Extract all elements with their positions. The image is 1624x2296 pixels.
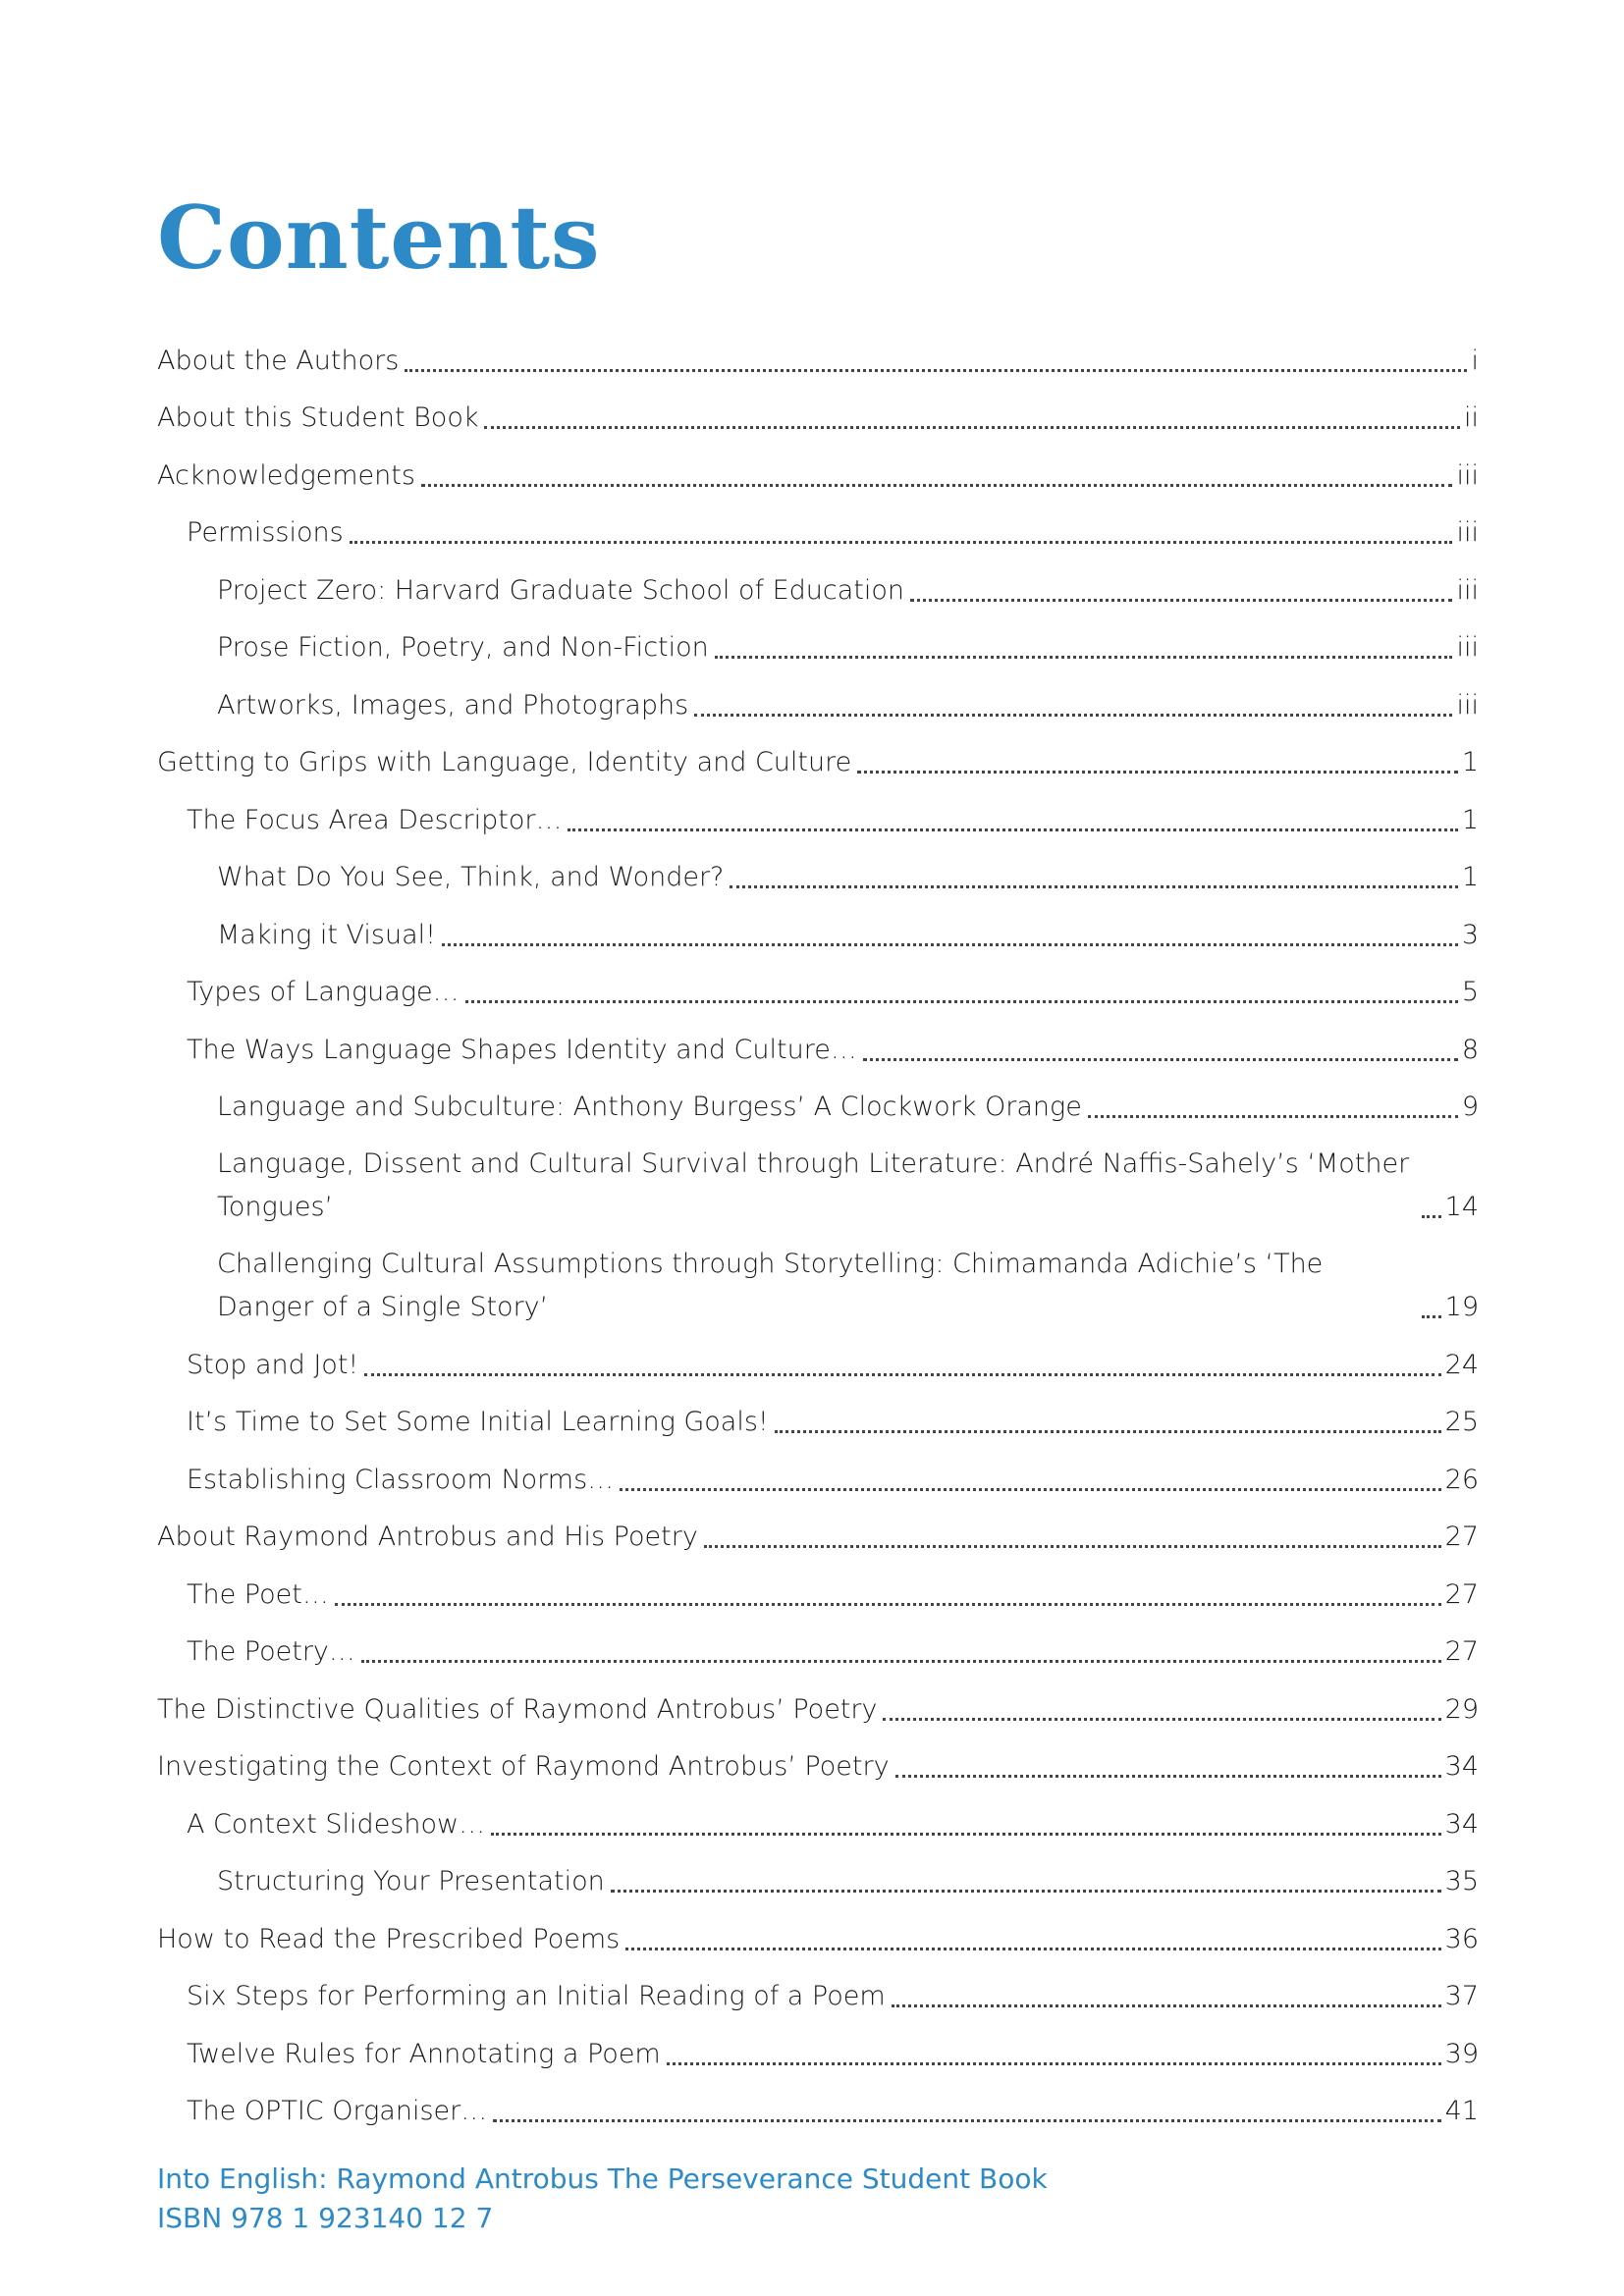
- toc-entry-page: iii: [1456, 632, 1479, 663]
- toc-entry[interactable]: [157, 1617, 1479, 1675]
- dot-leader: [895, 1775, 1441, 1778]
- toc-entry-page: 27: [1444, 1636, 1479, 1667]
- toc-entry-page: iii: [1456, 574, 1479, 606]
- toc-entry[interactable]: [157, 784, 1479, 842]
- toc-entry-title: Twelve Rules for Annotating a Poem: [187, 2038, 661, 2069]
- toc-entry-page: iii: [1456, 459, 1479, 491]
- toc-entry-title: Language and Subculture: Anthony Burgess’ A Clockwork Orange: [217, 1092, 1082, 1122]
- toc-entry-title: Getting to Grips with Language, Identity and Culture: [157, 747, 852, 777]
- toc-entry[interactable]: [157, 1329, 1479, 1387]
- dot-leader: [1422, 1215, 1441, 1218]
- toc-entry-page: 27: [1444, 1522, 1479, 1552]
- toc-entry-title: Investigating the Context of Raymond Antrobus’ Poetry: [157, 1751, 890, 1782]
- toc-entry[interactable]: [157, 2018, 1479, 2076]
- toc-entry[interactable]: [157, 1229, 1479, 1329]
- toc-entry-title: Permissions: [187, 517, 344, 548]
- toc-entry[interactable]: [157, 727, 1479, 785]
- toc-entry-title: Acknowledgements: [157, 459, 415, 491]
- toc-entry[interactable]: [157, 957, 1479, 1015]
- toc-entry[interactable]: [157, 1846, 1479, 1904]
- toc-entry[interactable]: [157, 1903, 1479, 1961]
- toc-entry-page: 1: [1461, 747, 1479, 777]
- toc-entry[interactable]: [157, 555, 1479, 613]
- toc-entry-page: 41: [1444, 2096, 1479, 2126]
- toc-entry-title: Six Steps for Performing an Initial Reading of a Poem: [187, 1981, 886, 2011]
- toc-entry-title: How to Read the Prescribed Poems: [157, 1923, 621, 1954]
- toc-entry-title: The Poet…: [187, 1578, 329, 1610]
- dot-leader: [667, 2062, 1441, 2065]
- toc-entry-title: What Do You See, Think, and Wonder?: [217, 862, 725, 892]
- dot-leader: [568, 828, 1457, 831]
- page-footer: [157, 2160, 1048, 2238]
- toc-entry-title: About this Student Book: [157, 402, 479, 433]
- toc-entry[interactable]: [157, 1732, 1479, 1789]
- table-of-contents: [157, 325, 1479, 2133]
- toc-entry-title: Challenging Cultural Assumptions through Storytelling: Chimamanda Adichie’s ‘The Danger of a Single Story’: [217, 1249, 1324, 1322]
- dot-leader: [730, 885, 1457, 888]
- dot-leader: [611, 1890, 1441, 1893]
- page-title: Contents: [157, 187, 601, 289]
- toc-entry-title: Making it Visual!: [217, 919, 436, 950]
- toc-entry-page: 34: [1444, 1751, 1479, 1782]
- toc-entry[interactable]: [157, 1014, 1479, 1072]
- toc-entry-page: 1: [1461, 804, 1479, 835]
- toc-entry-page: 29: [1444, 1693, 1479, 1725]
- toc-entry[interactable]: [157, 1674, 1479, 1732]
- toc-entry[interactable]: [157, 1559, 1479, 1617]
- dot-leader: [892, 2004, 1441, 2007]
- toc-entry-page: 1: [1461, 862, 1479, 892]
- toc-entry-page: 3: [1461, 919, 1479, 950]
- toc-entry-title: Prose Fiction, Poetry, and Non-Fiction: [217, 632, 709, 663]
- toc-entry-page: 9: [1461, 1092, 1479, 1122]
- toc-entry-title: The Poetry…: [187, 1636, 355, 1667]
- toc-entry[interactable]: [157, 1072, 1479, 1130]
- toc-entry-title: Artworks, Images, and Photographs: [217, 689, 689, 721]
- toc-entry-page: iii: [1456, 689, 1479, 721]
- toc-entry-title: A Context Slideshow…: [187, 1808, 486, 1840]
- dot-leader: [361, 1660, 1441, 1663]
- footer-isbn: ISBN 978 1 923140 12 7: [157, 2202, 494, 2234]
- toc-entry[interactable]: [157, 1789, 1479, 1846]
- footer-book-title: Into English: Raymond Antrobus The Perseverance Student Book: [157, 2163, 1048, 2195]
- toc-entry-page: 24: [1444, 1349, 1479, 1380]
- dot-leader: [620, 1488, 1440, 1491]
- toc-entry-page: 39: [1444, 2038, 1479, 2069]
- dot-leader: [715, 656, 1453, 659]
- dot-leader: [484, 426, 1460, 429]
- toc-entry[interactable]: [157, 325, 1479, 383]
- toc-entry-page: iii: [1456, 517, 1479, 548]
- toc-entry-page: 34: [1444, 1808, 1479, 1840]
- toc-entry[interactable]: [157, 1387, 1479, 1445]
- toc-entry-title: Language, Dissent and Cultural Survival through Literature: André Naffis-Sahely’s ‘Mother Tongues’: [217, 1148, 1410, 1222]
- dot-leader: [421, 484, 1453, 487]
- toc-entry[interactable]: [157, 899, 1479, 957]
- dot-leader: [694, 714, 1452, 717]
- toc-entry-page: 14: [1444, 1192, 1479, 1222]
- dot-leader: [910, 599, 1453, 602]
- toc-entry-title: About Raymond Antrobus and His Poetry: [157, 1522, 698, 1552]
- toc-entry-title: The Ways Language Shapes Identity and Culture…: [187, 1034, 857, 1065]
- toc-entry-page: i: [1471, 345, 1479, 376]
- toc-entry[interactable]: [157, 669, 1479, 727]
- toc-entry-page: 27: [1444, 1578, 1479, 1610]
- dot-leader: [350, 541, 1453, 544]
- toc-entry[interactable]: [157, 842, 1479, 900]
- toc-entry-title: It’s Time to Set Some Initial Learning Goals!: [187, 1407, 769, 1437]
- dot-leader: [405, 369, 1467, 372]
- toc-entry-page: 19: [1444, 1292, 1479, 1322]
- toc-entry[interactable]: [157, 1129, 1479, 1229]
- toc-entry-title: About the Authors: [157, 345, 400, 376]
- toc-entry-page: 36: [1444, 1923, 1479, 1954]
- toc-entry[interactable]: [157, 383, 1479, 441]
- dot-leader: [1422, 1315, 1441, 1318]
- toc-entry-page: ii: [1463, 402, 1479, 433]
- toc-entry-page: 8: [1461, 1034, 1479, 1065]
- dot-leader: [442, 943, 1458, 946]
- dot-leader: [863, 1058, 1458, 1061]
- dot-leader: [491, 1833, 1441, 1836]
- dot-leader: [625, 1948, 1440, 1950]
- toc-entry-title: Stop and Jot!: [187, 1349, 359, 1380]
- toc-entry[interactable]: [157, 498, 1479, 556]
- toc-entry-title: The Distinctive Qualities of Raymond Antrobus’ Poetry: [157, 1693, 878, 1725]
- dot-leader: [493, 2119, 1440, 2122]
- dot-leader: [364, 1373, 1440, 1376]
- toc-entry-title: The Focus Area Descriptor…: [187, 804, 563, 835]
- dot-leader: [1088, 1115, 1458, 1118]
- toc-entry-page: 37: [1444, 1981, 1479, 2011]
- toc-entry-page: 26: [1444, 1464, 1479, 1495]
- toc-entry[interactable]: [157, 1502, 1479, 1560]
- toc-entry-page: 35: [1444, 1866, 1479, 1896]
- toc-entry[interactable]: [157, 1444, 1479, 1502]
- toc-entry-page: 5: [1461, 977, 1479, 1007]
- toc-entry-title: Project Zero: Harvard Graduate School of Education: [217, 574, 904, 606]
- toc-entry[interactable]: [157, 613, 1479, 670]
- dot-leader: [883, 1718, 1440, 1721]
- dot-leader: [704, 1545, 1441, 1548]
- toc-entry-title: Establishing Classroom Norms…: [187, 1464, 615, 1495]
- toc-entry-title: Types of Language…: [187, 977, 460, 1007]
- dot-leader: [857, 771, 1458, 774]
- toc-entry-title: Structuring Your Presentation: [217, 1866, 605, 1896]
- dot-leader: [465, 1000, 1458, 1003]
- toc-entry[interactable]: [157, 1961, 1479, 2019]
- toc-entry[interactable]: [157, 440, 1479, 498]
- dot-leader: [335, 1603, 1441, 1606]
- toc-entry-title: The OPTIC Organiser…: [187, 2096, 488, 2126]
- dot-leader: [775, 1430, 1441, 1433]
- toc-entry-page: 25: [1444, 1407, 1479, 1437]
- toc-entry[interactable]: [157, 2076, 1479, 2134]
